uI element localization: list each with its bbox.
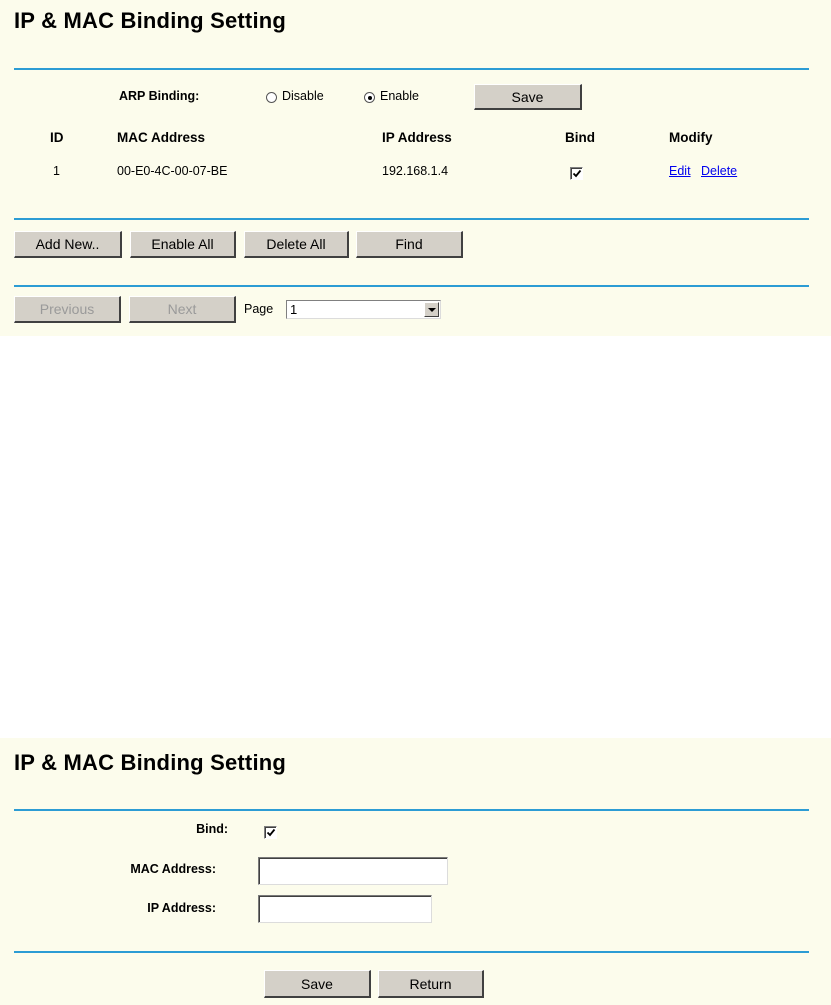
divider <box>14 951 809 953</box>
column-header-bind: Bind <box>565 130 595 145</box>
bind-checkbox[interactable] <box>264 826 277 839</box>
column-header-ip: IP Address <box>382 130 452 145</box>
divider <box>14 809 809 811</box>
arp-disable-radio[interactable] <box>266 92 277 103</box>
page-title: IP & MAC Binding Setting <box>14 8 287 33</box>
page-select-value: 1 <box>290 302 298 317</box>
chevron-down-icon[interactable] <box>424 302 439 317</box>
column-header-mac: MAC Address <box>117 130 206 145</box>
row-ip: 192.168.1.4 <box>382 164 449 178</box>
checkmark-icon <box>266 828 276 838</box>
arp-disable-label[interactable]: Disable <box>282 89 324 103</box>
page-select[interactable] <box>286 300 441 319</box>
ip-address-input[interactable] <box>258 895 432 923</box>
mac-address-input[interactable] <box>258 857 448 885</box>
return-button[interactable]: Return <box>378 970 484 998</box>
arp-save-button[interactable]: Save <box>474 84 582 110</box>
arp-enable-radio[interactable] <box>364 92 375 103</box>
row-bind-checkbox[interactable] <box>570 167 583 180</box>
arp-binding-label: ARP Binding: <box>119 89 200 103</box>
binding-edit-panel <box>0 738 831 1005</box>
bind-label: Bind: <box>196 822 228 836</box>
column-header-modify: Modify <box>669 130 713 145</box>
arp-enable-label[interactable]: Enable <box>380 89 419 103</box>
enable-all-button[interactable]: Enable All <box>130 231 236 258</box>
page-label: Page <box>244 302 274 316</box>
previous-button[interactable]: Previous <box>14 296 121 323</box>
row-mac: 00-E0-4C-00-07-BE <box>117 164 228 178</box>
column-header-id: ID <box>50 130 64 145</box>
page-title: IP & MAC Binding Setting <box>14 750 287 775</box>
add-new-button[interactable]: Add New.. <box>14 231 122 258</box>
row-id: 1 <box>53 164 60 178</box>
edit-link[interactable]: Edit <box>669 164 691 178</box>
delete-all-button[interactable]: Delete All <box>244 231 349 258</box>
divider <box>14 285 809 287</box>
binding-list-panel <box>0 0 831 336</box>
save-button[interactable]: Save <box>264 970 371 998</box>
mac-address-label: MAC Address: <box>130 862 216 876</box>
divider <box>14 68 809 70</box>
checkmark-icon <box>572 169 582 179</box>
delete-link[interactable]: Delete <box>701 164 738 178</box>
divider <box>14 218 809 220</box>
next-button[interactable]: Next <box>129 296 236 323</box>
find-button[interactable]: Find <box>356 231 463 258</box>
ip-address-label: IP Address: <box>147 901 216 915</box>
